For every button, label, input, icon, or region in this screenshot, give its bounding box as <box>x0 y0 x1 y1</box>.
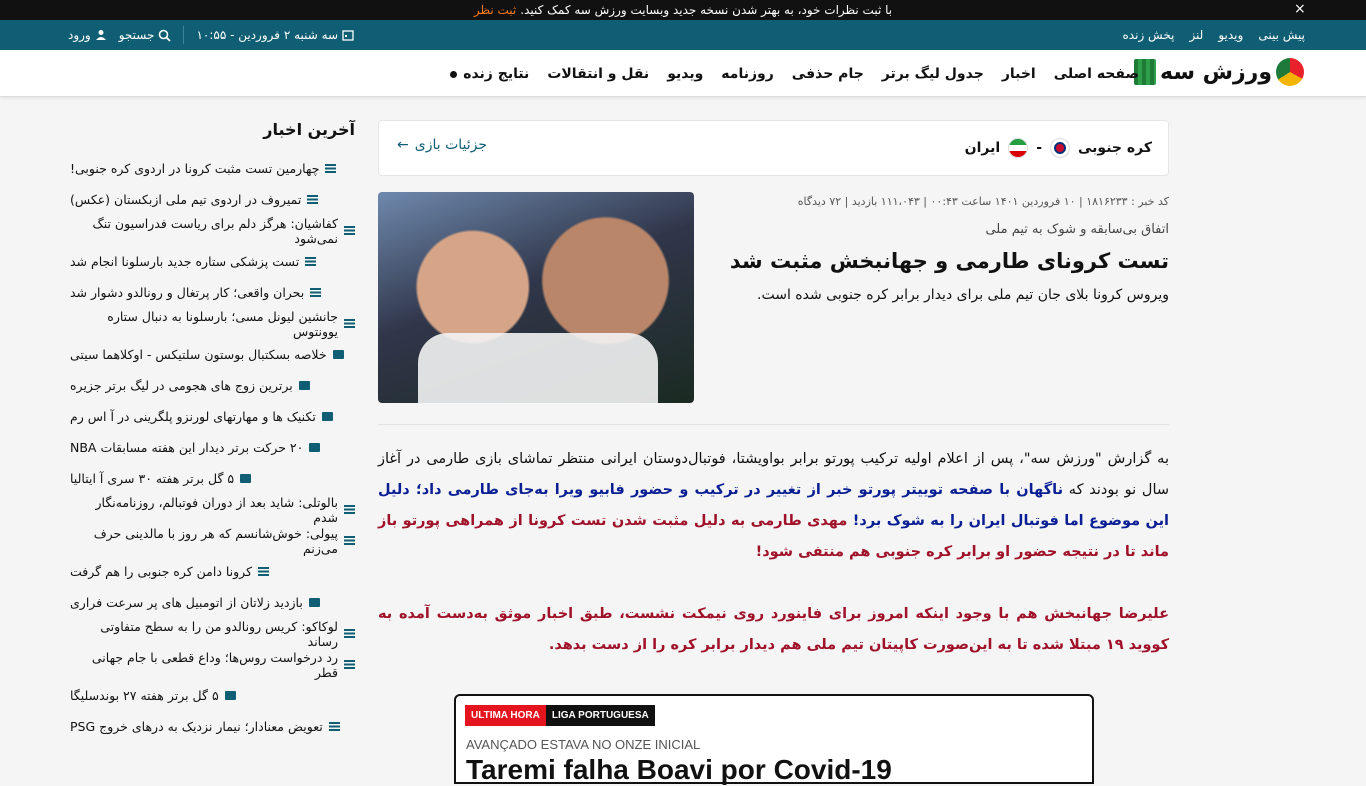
news-list-item[interactable] <box>70 401 355 432</box>
calendar-icon <box>342 29 354 41</box>
logo-mark-icon <box>1276 58 1304 86</box>
embed-subtitle: AVANÇADO ESTAVA NO ONZE INICIAL <box>466 737 701 752</box>
away-team[interactable]: ایران <box>964 140 1001 156</box>
article-meta: کد خبر : ۱۸۱۶۲۳۳ | ۱۰ فروردین ۱۴۰۱ ساعت ۰۰:۴۳ | ۱۱۱،۰۴۳ بازدید | ۷۲ دیدگاه <box>797 195 1169 208</box>
news-list-item[interactable] <box>70 277 355 308</box>
home-team[interactable]: کره جنوبی <box>1078 140 1152 156</box>
live-dot-icon <box>450 71 457 78</box>
article-paragraph-2: علیرضا جهانبخش هم با وجود اینکه امروز برای فاینورد روی نیمکت نشست، طبق اخبار موثق به‌دست آمده به کووید ۱۹ مبتلا شده تا به این‌صورت کاپیتان تیم ملی هم دیدار برابر کره را از دست بدهد. <box>378 606 1169 653</box>
video-icon <box>225 691 236 700</box>
article-title: تست کرونای طارمی و جهانبخش مثبت شد <box>729 249 1169 273</box>
iran-flag-icon <box>1008 138 1028 158</box>
league-badge: LIGA PORTUGUESA <box>546 705 655 726</box>
paragraph-1-emphasis: مهدی طارمی به دلیل مثبت شدن تست کرونا از همراهی پورتو باز ماند تا در نتیجه حضور او برابر کره جنوبی هم منتفی شود! <box>378 513 1169 560</box>
embedded-news-card[interactable] <box>454 694 1094 784</box>
news-item-title: جانشین لیونل مسی؛ بارسلونا به دنبال ستاره یوونتوس <box>107 308 338 339</box>
article-icon <box>258 567 269 576</box>
article-icon <box>344 226 355 235</box>
article-icon <box>329 722 340 731</box>
arrow-left-icon: ← <box>397 137 409 153</box>
utility-bar <box>0 20 1366 50</box>
date-text: سه شنبه ۲ فروردین - ۱۰:۵۵ <box>196 28 339 42</box>
menu-cup[interactable]: جام حذفی <box>791 65 864 82</box>
news-item-title: بحران واقعی؛ کار پرتغال و رونالدو دشوار شد <box>70 285 305 300</box>
news-list <box>70 153 355 742</box>
login-label: ورود <box>68 28 91 42</box>
news-item-title: بازدید زلاتان از اتومبیل های پر سرعت فراری <box>70 595 303 610</box>
menu-live-results-label: نتایج زنده <box>463 65 530 82</box>
match-dash: - <box>1036 140 1042 156</box>
search-button[interactable] <box>119 28 172 42</box>
article-icon <box>325 164 336 173</box>
feedback-link[interactable]: ثبت نظر <box>473 3 517 17</box>
menu-live-results[interactable] <box>450 66 529 82</box>
news-list-item[interactable] <box>70 153 355 184</box>
breaking-badge: ULTIMA HORA <box>465 705 546 726</box>
news-item-title: پیولی: خوش‌شانسم که هر روز با مالدینی حرف می‌زنم <box>93 525 338 556</box>
date-display <box>196 28 354 42</box>
news-list-item[interactable] <box>70 556 355 587</box>
video-icon <box>299 381 310 390</box>
announcement-bar <box>0 0 1366 20</box>
search-icon <box>158 29 171 42</box>
video-icon <box>309 598 320 607</box>
menu-news[interactable]: اخبار <box>1001 65 1036 82</box>
utility-tools <box>68 20 354 50</box>
news-item-title: تست پزشکی ستاره جدید بارسلونا انجام شد <box>70 254 300 269</box>
article-lead: ویروس کرونا بلای جان تیم ملی برای دیدار برابر کره جنوبی شده است. <box>757 287 1169 303</box>
news-item-title: لوکاکو: کریس رونالدو من را به سطح متفاوتی رساند <box>100 618 338 649</box>
article-icon <box>344 660 355 669</box>
news-item-title: تمیروف در اردوی تیم ملی ازبکستان (عکس) <box>70 192 302 207</box>
news-item-title: کفاشیان: هرگز دلم برای ریاست فدراسیون تنگ نمی‌شود <box>92 215 338 246</box>
divider <box>183 26 184 44</box>
match-card <box>378 120 1169 176</box>
news-list-item[interactable] <box>70 432 355 463</box>
news-list-item[interactable] <box>70 246 355 277</box>
latest-news-sidebar <box>70 120 355 742</box>
link-prediction[interactable]: پیش بینی <box>1258 28 1305 42</box>
article-icon <box>344 629 355 638</box>
news-item-title: تعویض معنادار؛ نیمار نزدیک به درهای خروج PSG <box>70 719 323 734</box>
paragraph-1-text: به گزارش "ورزش سه"، پس از اعلام اولیه ترکیب پورتو برابر بواویشتا، فوتبال‌دوستان ایرانی منتظر تماشای بازی طارمی در آغاز سال نو بودند که <box>378 451 1170 498</box>
news-list-item[interactable] <box>70 587 355 618</box>
article-paragraph-1 <box>378 444 1169 568</box>
article-icon <box>307 195 318 204</box>
announcement-text: با ثبت نظرات خود، به بهتر شدن نسخه جدید وبسایت ورزش سه کمک کنید. <box>520 3 893 17</box>
article-icon <box>344 536 355 545</box>
utility-links <box>1123 20 1305 50</box>
news-list-item[interactable] <box>70 308 355 339</box>
embed-headline: Taremi falha Boavi por Covid-19 <box>466 754 892 785</box>
news-item-title: بالوتلی: شاید بعد از دوران فوتبالم، روزنامه‌نگار شدم <box>95 494 338 525</box>
logo-text: ورزش سه <box>1160 59 1272 85</box>
video-icon <box>240 474 251 483</box>
news-list-item[interactable] <box>70 370 355 401</box>
news-item-title: تکنیک ها و مهارتهای لورنزو پلگرینی در آ اس رم <box>70 409 316 424</box>
south-korea-flag-icon <box>1050 138 1070 158</box>
close-icon[interactable]: × <box>1294 1 1306 17</box>
login-button[interactable] <box>68 28 107 42</box>
news-item-title: رد درخواست روس‌ها؛ وداع قطعی با جام جهانی قطر <box>91 649 338 680</box>
news-item-title: چهارمین تست مثبت کرونا در اردوی کره جنوبی! <box>70 161 320 176</box>
site-logo[interactable] <box>1134 58 1304 86</box>
article-photo <box>378 192 694 403</box>
news-list-item[interactable] <box>70 711 355 742</box>
news-list-item[interactable] <box>70 215 355 246</box>
news-item-title: ۵ گل برتر هفته ۳۰ سری آ ایتالیا <box>70 471 235 486</box>
news-item-title: ۵ گل برتر هفته ۲۷ بوندسلیگا <box>70 688 219 703</box>
news-item-title: کرونا دامن کره جنوبی را هم گرفت <box>70 564 253 579</box>
match-details-link[interactable] <box>397 137 487 153</box>
article-icon <box>344 319 355 328</box>
paragraph-1-highlight: ناگهان با صفحه توییتر پورتو خبر از تغییر در ترکیب و حضور فابیو ویرا به‌جای طارمی داد؛ دلیل این موضوع اما فوتبال ایران را به شوک برد! <box>378 482 1170 529</box>
embed-badges <box>465 705 655 726</box>
match-teams <box>965 138 1152 158</box>
news-list-item[interactable] <box>70 339 355 370</box>
article-body <box>378 444 1169 661</box>
news-list-item[interactable] <box>70 618 355 649</box>
news-item-title: خلاصه بسکتبال بوستون سلتیکس - اوکلاهما سیتی <box>70 347 327 362</box>
video-icon <box>322 412 333 421</box>
news-list-item[interactable] <box>70 463 355 494</box>
photo-detail <box>418 333 658 403</box>
article-icon <box>305 257 316 266</box>
menu-league-table[interactable]: جدول لیگ برتر <box>881 65 984 82</box>
sidebar-title: آخرین اخبار <box>263 120 355 139</box>
menu-transfers[interactable]: نقل و انتقالات <box>547 65 650 82</box>
news-list-item[interactable] <box>70 184 355 215</box>
link-live-stream[interactable]: پخش زنده <box>1122 28 1175 42</box>
news-list-item[interactable] <box>70 680 355 711</box>
news-list-item[interactable] <box>70 525 355 556</box>
article-divider <box>378 424 1169 425</box>
news-item-title: ۲۰ حرکت برتر دیدار این هفته مسابقات NBA <box>70 440 304 455</box>
article-kicker: اتفاق بی‌سابقه و شوک به تیم ملی <box>985 222 1169 237</box>
match-details-label: جزئیات بازی <box>414 137 488 153</box>
main-menu <box>450 50 1139 97</box>
link-video[interactable]: ویدیو <box>1218 28 1244 42</box>
user-icon <box>95 29 107 41</box>
video-icon <box>309 443 320 452</box>
article-icon <box>310 288 321 297</box>
video-icon <box>333 350 344 359</box>
news-list-item[interactable] <box>70 494 355 525</box>
article-icon <box>344 505 355 514</box>
menu-newspaper[interactable]: روزنامه <box>721 65 774 82</box>
news-list-item[interactable] <box>70 649 355 680</box>
article-header <box>699 195 1169 303</box>
main-navbar <box>0 50 1366 97</box>
link-lens[interactable]: لنز <box>1189 28 1204 42</box>
news-item-title: برترین زوج های هجومی در لیگ برتر جزیره <box>70 378 293 393</box>
menu-home[interactable]: صفحه اصلی <box>1053 65 1139 82</box>
menu-video[interactable]: ویدیو <box>667 65 704 82</box>
search-label: جستجو <box>118 28 155 42</box>
